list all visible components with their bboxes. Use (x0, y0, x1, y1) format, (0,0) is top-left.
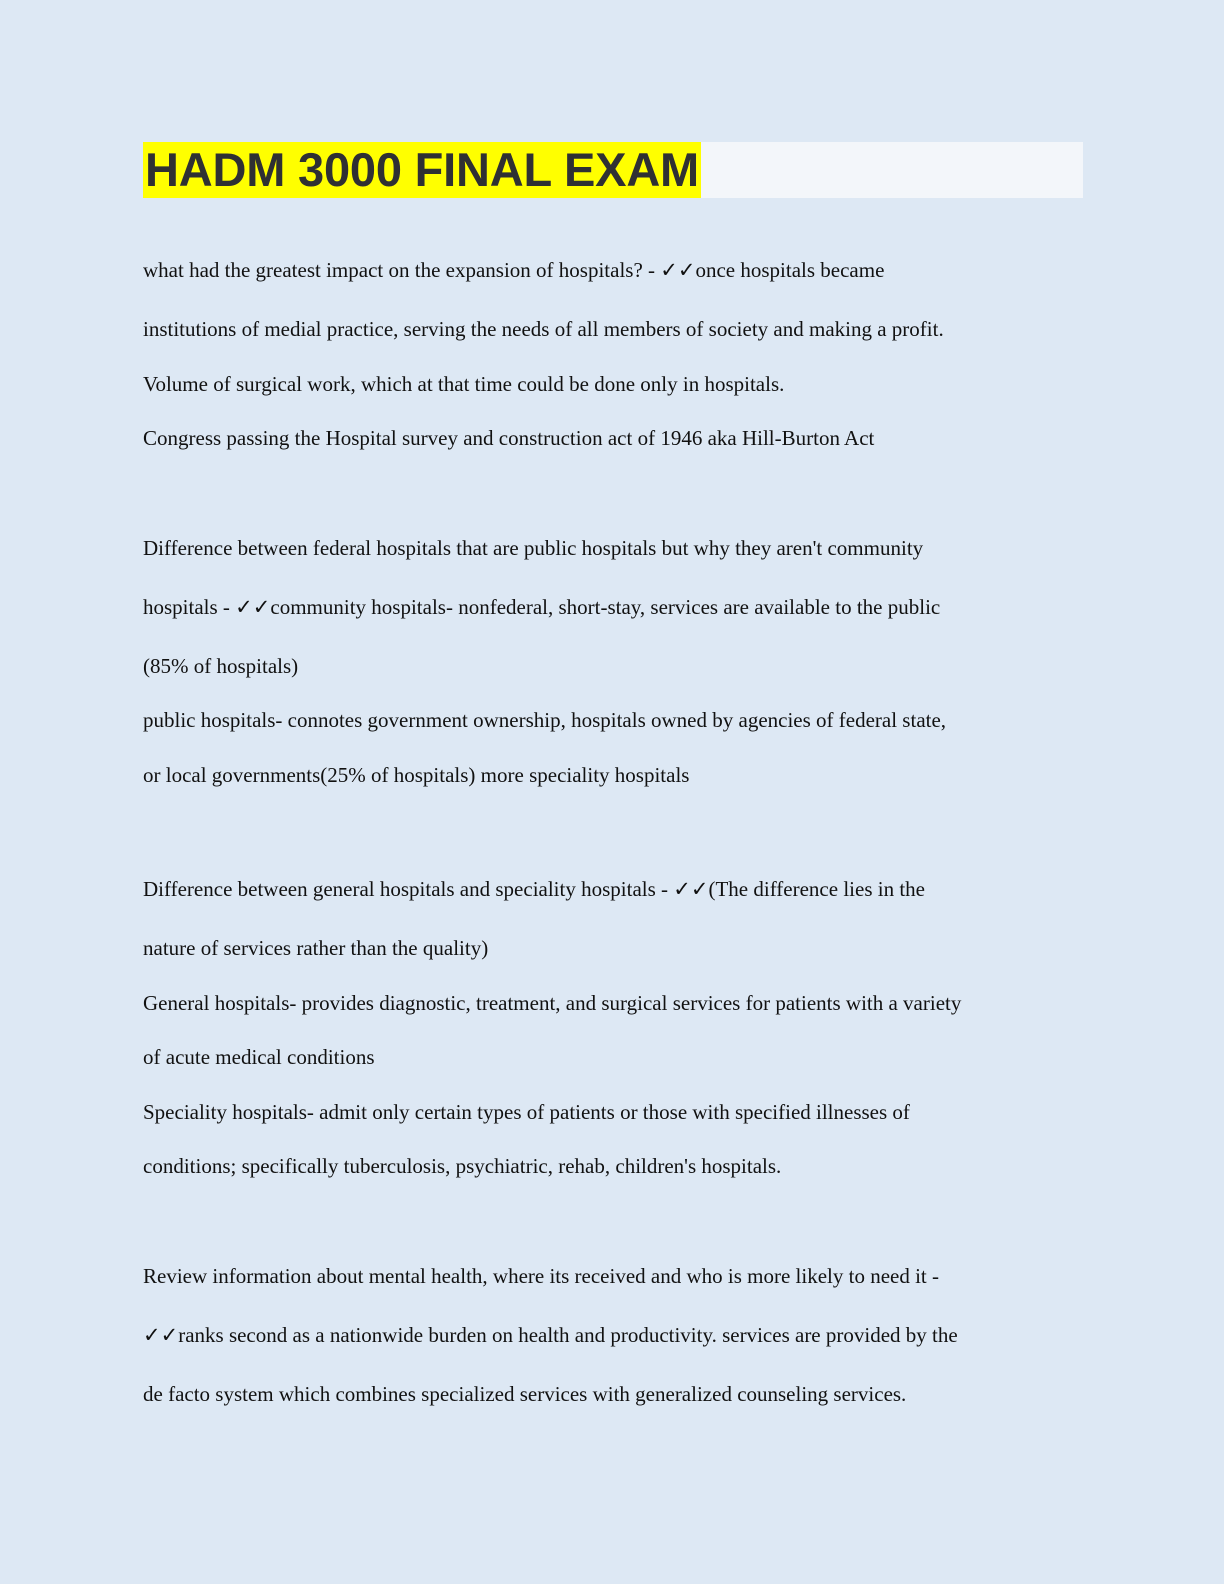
qa-1-line-3: Volume of surgical work, which at that time could be done only in hospitals. (143, 372, 785, 396)
qa-3-line-3: General hospitals- provides diagnostic, treatment, and surgical services for patients with a variety (143, 991, 962, 1015)
qa-4-line-2 (143, 1322, 958, 1348)
qa-3-answer-start: (The difference lies in the (708, 877, 925, 901)
qa-3-line-1 (143, 876, 925, 902)
qa-1-question: what had the greatest impact on the expansion of hospitals? - (143, 258, 661, 282)
qa-1-line-2: institutions of medial practice, serving the needs of all members of society and making a profit. (143, 317, 944, 341)
qa-4-line-1: Review information about mental health, where its received and who is more likely to need it - (143, 1264, 940, 1288)
qa-2-line-3: (85% of hospitals) (143, 654, 299, 678)
double-check-icon: ✓✓ (235, 595, 271, 619)
qa-3-line-5: Speciality hospitals- admit only certain types of patients or those with specified illnesses of (143, 1100, 910, 1124)
qa-4-answer-start: ranks second as a nationwide burden on health and productivity. services are provided by the (178, 1323, 958, 1347)
qa-1-answer-start: once hospitals became (695, 258, 885, 282)
qa-4-line-3: de facto system which combines specialized services with generalized counseling services. (143, 1382, 907, 1406)
qa-2-answer-start: community hospitals- nonfederal, short-stay, services are available to the public (270, 595, 941, 619)
qa-3-line-6: conditions; specifically tuberculosis, psychiatric, rehab, children's hospitals. (143, 1154, 782, 1178)
qa-3-line-4: of acute medical conditions (143, 1045, 375, 1069)
qa-2-line-4: public hospitals- connotes government ownership, hospitals owned by agencies of federal state, (143, 708, 947, 732)
qa-1-line-4: Congress passing the Hospital survey and construction act of 1946 aka Hill-Burton Act (143, 426, 875, 450)
double-check-icon: ✓✓ (143, 1323, 179, 1347)
qa-2-line-1: Difference between federal hospitals that are public hospitals but why they aren't community (143, 536, 924, 560)
double-check-icon: ✓✓ (660, 258, 696, 282)
qa-2-line-5: or local governments(25% of hospitals) more speciality hospitals (143, 763, 690, 787)
double-check-icon: ✓✓ (673, 877, 709, 901)
qa-3-line-2: nature of services rather than the quality) (143, 936, 489, 960)
qa-2-question-end: hospitals - (143, 595, 236, 619)
qa-3-question: Difference between general hospitals and speciality hospitals - (143, 877, 674, 901)
qa-1-line-1 (143, 257, 884, 283)
document-title: HADM 3000 FINAL EXAM (145, 143, 700, 196)
qa-2-line-2 (143, 594, 940, 620)
